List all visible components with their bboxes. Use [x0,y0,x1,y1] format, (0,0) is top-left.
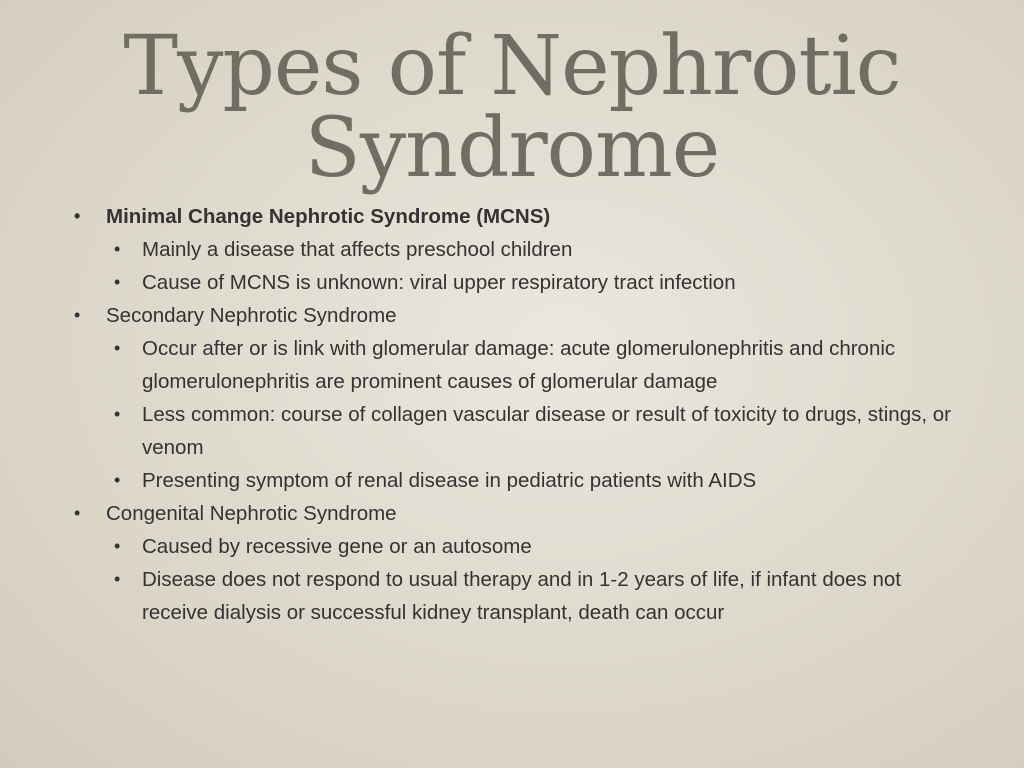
bullet-text: Congenital Nephrotic Syndrome [106,502,397,525]
sub-bullet-recessive-gene [0,530,1024,563]
sub-bullet-aids [0,464,1024,497]
bullet-icon: • [114,470,121,490]
bullet-icon: • [114,272,121,292]
bullet-icon: • [114,338,121,358]
bullet-icon: • [114,239,121,259]
bullet-text: Disease does not respond to usual therapy and in 1-2 years of life, if infant does not receive dialysis or successful kidney transplant, death can occur [142,568,901,624]
bullet-icon: • [114,569,121,589]
bullet-icon: • [74,206,81,226]
bullet-text: Minimal Change Nephrotic Syndrome (MCNS) [106,205,551,228]
bullet-list [0,200,1024,629]
sub-bullet-therapy [0,563,1024,629]
bullet-text: Mainly a disease that affects preschool children [142,238,573,261]
sub-bullet-preschool [0,233,1024,266]
bullet-text: Cause of MCNS is unknown: viral upper respiratory tract infection [142,271,736,294]
bullet-text: Caused by recessive gene or an autosome [142,535,532,558]
bullet-text: Occur after or is link with glomerular damage: acute glomerulonephritis and chronic glomerulonephritis are prominent causes of glomerular damage [142,337,896,393]
bullet-icon: • [114,536,121,556]
sub-bullet-less-common [0,398,1024,464]
bullet-text: Less common: course of collagen vascular disease or result of toxicity to drugs, stings, or venom [142,403,951,459]
sub-bullet-glomerular-damage [0,332,1024,398]
bullet-secondary [0,299,1024,332]
slide-title-line-2: Syndrome [304,101,720,196]
slide-title-line-1: Types of Nephrotic [123,19,901,114]
bullet-text: Presenting symptom of renal disease in pediatric patients with AIDS [142,469,757,492]
sub-bullet-cause-mcns [0,266,1024,299]
bullet-text: Secondary Nephrotic Syndrome [106,304,397,327]
bullet-icon: • [114,404,121,424]
bullet-icon: • [74,503,81,523]
bullet-minimal-change [0,200,1024,233]
bullet-icon: • [74,305,81,325]
bullet-congenital [0,497,1024,530]
slide-title [0,19,1024,196]
